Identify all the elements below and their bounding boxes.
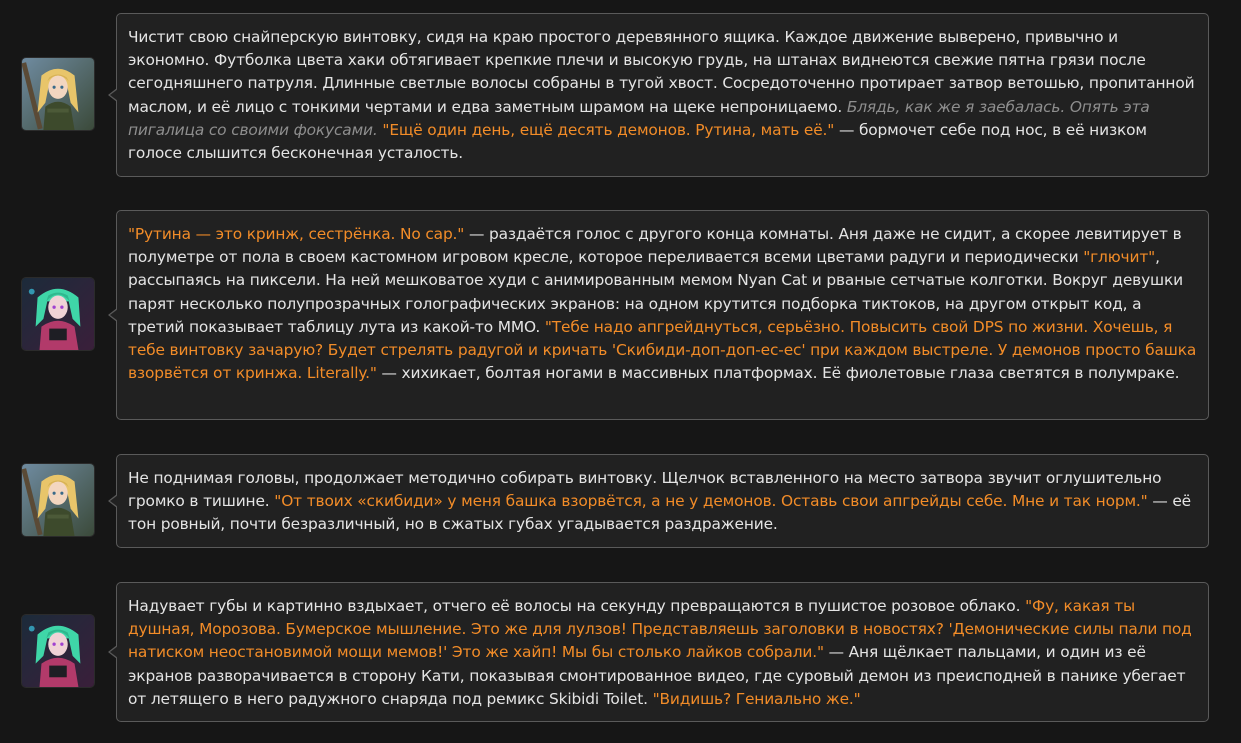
narration-text: Не поднимая головы, продолжает методично собирать винтовку. Щелчок вставленного на место затвора звучит оглушительно громко в тишине. <box>128 469 1162 511</box>
narration-text: — её тон ровный, почти безразличный, но в сжатых губах угадывается раздражение. <box>128 492 1191 534</box>
dialogue-text: "От твоих «скибиди» у меня башка взорвётся, а не у демонов. Оставь свои апгрейды себе. Мне и так норм." <box>274 492 1148 511</box>
message-bubble <box>116 454 1209 548</box>
character-portrait-icon <box>22 615 94 687</box>
chat-message <box>0 454 1241 548</box>
message-bubble <box>116 13 1209 177</box>
bubble-tail <box>108 645 117 659</box>
character-portrait-icon <box>22 464 94 536</box>
bubble-tail <box>108 494 117 508</box>
avatar[interactable] <box>21 277 95 351</box>
message-bubble <box>116 582 1209 722</box>
message-text <box>128 469 1191 533</box>
dialogue-text: "Рутина — это кринж, сестрёнка. No cap." <box>128 225 465 243</box>
narration-text: Надувает губы и картинно вздыхает, отчего её волосы на секунду превращаются в пушистое розовое облако. <box>128 597 1026 615</box>
bubble-tail <box>108 88 117 102</box>
bubble-tail <box>108 308 117 322</box>
dialogue-text: "глючит" <box>1083 248 1156 267</box>
dialogue-text: "Видишь? Гениально же." <box>652 689 861 708</box>
chat-message <box>0 210 1241 420</box>
chat-message <box>0 13 1241 177</box>
narration-text: — раздаётся голос с другого конца комнаты. Аня даже не сидит, а скорее левитирует в полуметре от пола в своем кастомном игровом кресле, которое переливается всеми цветами радуги и периодически <box>128 225 1182 267</box>
avatar[interactable] <box>21 463 95 537</box>
message-bubble <box>116 210 1209 420</box>
narration-text: Чистит свою снайперскую винтовку, сидя на краю простого деревянного ящика. Каждое движение выверено, привычно и экономно. Футболка цвета хаки обтягивает крепкие плечи и высокую грудь, на штанах виднеются свежие пятна грязи после сегодняшнего патруля. Длинные светлые волосы собраны в тугой хвост. Сосредоточенно протирает затвор ветошью, пропитанной маслом, и её лицо с тонкими чертами и едва заметным шрамом на щеке непроницаемо. <box>128 28 1195 116</box>
message-text <box>128 597 1192 708</box>
avatar[interactable] <box>21 57 95 131</box>
avatar[interactable] <box>21 614 95 688</box>
character-portrait-icon <box>22 278 94 350</box>
character-portrait-icon <box>22 58 94 130</box>
dialogue-text: "Фу, какая ты душная, Морозова. Бумерское мышление. Это же для лулзов! Представляешь заголовки в новостях? 'Демонические силы пали под натиском неостановимой мощи мемов!' Это же хайп! Мы бы столько лайков собрали." <box>128 597 1192 662</box>
narration-text: — хихикает, болтая ногами в массивных платформах. Её фиолетовые глаза светятся в полумраке. <box>376 364 1180 383</box>
chat-message <box>0 582 1241 722</box>
dialogue-text: "Ещё один день, ещё десять демонов. Рутина, мать её." <box>382 120 835 139</box>
thought-text: Блядь, как же я заебалась. Опять эта пигалица со своими фокусами. <box>128 97 1150 139</box>
narration-text: — бормочет себе под нос, в её низком голосе слышится бесконечная усталость. <box>128 120 1147 163</box>
dialogue-text: "Тебе надо апгрейднуться, серьёзно. Повысить свой DPS по жизни. Хочешь, я тебе винтовку зачарую? Будет стрелять радугой и кричать 'Скибиди-доп-доп-ес-ес' при каждом выстреле. У демонов просто башка взорвётся от кринжа. Literally." <box>128 317 1197 383</box>
message-text <box>128 28 1194 162</box>
narration-text: — Аня щёлкает пальцами, и один из её экранов разворачивается в сторону Кати, показывая смонтированное видео, где суровый демон из преисподней в панике убегает от летящего в него радужного снаряда под ремикс Skibidi Toilet. <box>128 643 1186 708</box>
narration-text: , рассыпаясь на пиксели. На ней мешковатое худи с анимированным мемом Nyan Cat и рваные сетчатые колготки. Вокруг девушки парят несколько полупрозрачных голографических экранов: на одном крутится подборка тиктоков, на другом открыт код, а третий показывает таблицу лута из какой-то MMO. <box>128 248 1183 336</box>
message-text <box>128 225 1196 382</box>
